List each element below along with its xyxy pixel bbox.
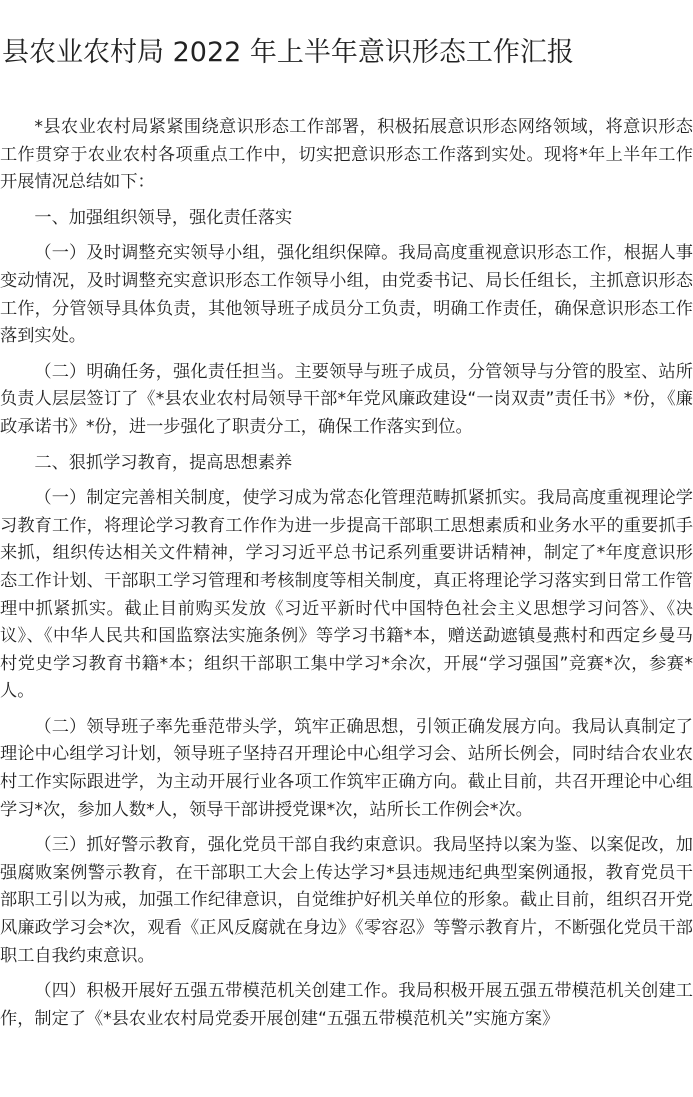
section-heading-1: 一、加强组织领导，强化责任落实: [34, 207, 293, 228]
paragraph-2-1: （一）制定完善相关制度，使学习成为常态化管理范畴抓紧抓实。我局高度重视理论学习教育工作，将理论学习教育工作作为进一步提高干部职工思想素质和业务水平的重要抓手来抓，组织传达相关文件精神，学习习近平总书记系列重要讲话精神，制定了*年度意识形态工作计划、干部职工学习管理和考核制度等相关制度，真正将理论学习落实到日常工作管理中抓紧抓实。截止目前购买发放《习近平新时代中国特色社会主义思想学习问答》、《决议》、《中华人民共和国监察法实施条例》等学习书籍*本，赠送勐遮镇曼燕村和西定乡曼马村党史学习教育书籍*本；组织干部职工集中学习*余次，开展“学习强国”竞赛*次，参赛*人。: [0, 488, 693, 702]
paragraph-2-4: （四）积极开展好五强五带模范机关创建工作。我局积极开展五强五带模范机关创建工作，制定了《*县农业农村局党委开展创建“五强五带模范机关”实施方案》: [0, 981, 693, 1029]
paragraph-2-3: （三）抓好警示教育，强化党员干部自我约束意识。我局坚持以案为鉴、以案促改，加强腐败案例警示教育，在干部职工大会上传达学习*县违规违纪典型案例通报，教育党员干部职工引以为戒，加强工作纪律意识，自觉维护好机关单位的形象。截止目前，组织召开党风廉政学习会*次，观看《正风反腐就在身边》《零容忍》等警示教育片，不断强化党员干部职工自我约束意识。: [0, 835, 693, 966]
paragraph-1-2: （二）明确任务，强化责任担当。主要领导与班子成员，分管领导与分管的股室、站所负责人层层签订了《*县农业农村局领导干部*年党风廉政建设“一岗双责”责任书》*份，《廉政承诺书》*份，进一步强化了职责分工，确保工作落实到位。: [0, 361, 693, 437]
document-title: 县农业农村局 2022 年上半年意识形态工作汇报: [2, 37, 574, 68]
intro-paragraph: *县农业农村局紧紧围绕意识形态工作部署，积极拓展意识形态网络领域，将意识形态工作贯穿于农业农村各项重点工作中，切实把意识形态工作落到实处。现将*年上半年工作开展情况总结如下：: [0, 117, 693, 193]
section-heading-2: 二、狠抓学习教育，提高思想素养: [34, 452, 293, 473]
paragraph-1-1: （一）及时调整充实领导小组，强化组织保障。我局高度重视意识形态工作，根据人事变动情况，及时调整充实意识形态工作领导小组，由党委书记、局长任组长，主抓意识形态工作，分管领导具体负责，其他领导班子成员分工负责，明确工作责任，确保意识形态工作落到实处。: [0, 243, 693, 347]
paragraph-2-2: （二）领导班子率先垂范带头学，筑牢正确思想，引领正确发展方向。我局认真制定了理论中心组学习计划，领导班子坚持召开理论中心组学习会、站所长例会，同时结合农业农村工作实际跟进学，为主动开展行业各项工作筑牢正确方向。截止目前，共召开理论中心组学习*次，参加人数*人，领导干部讲授党课*次，站所长工作例会*次。: [0, 716, 693, 820]
document-body: [0, 114, 693, 1033]
